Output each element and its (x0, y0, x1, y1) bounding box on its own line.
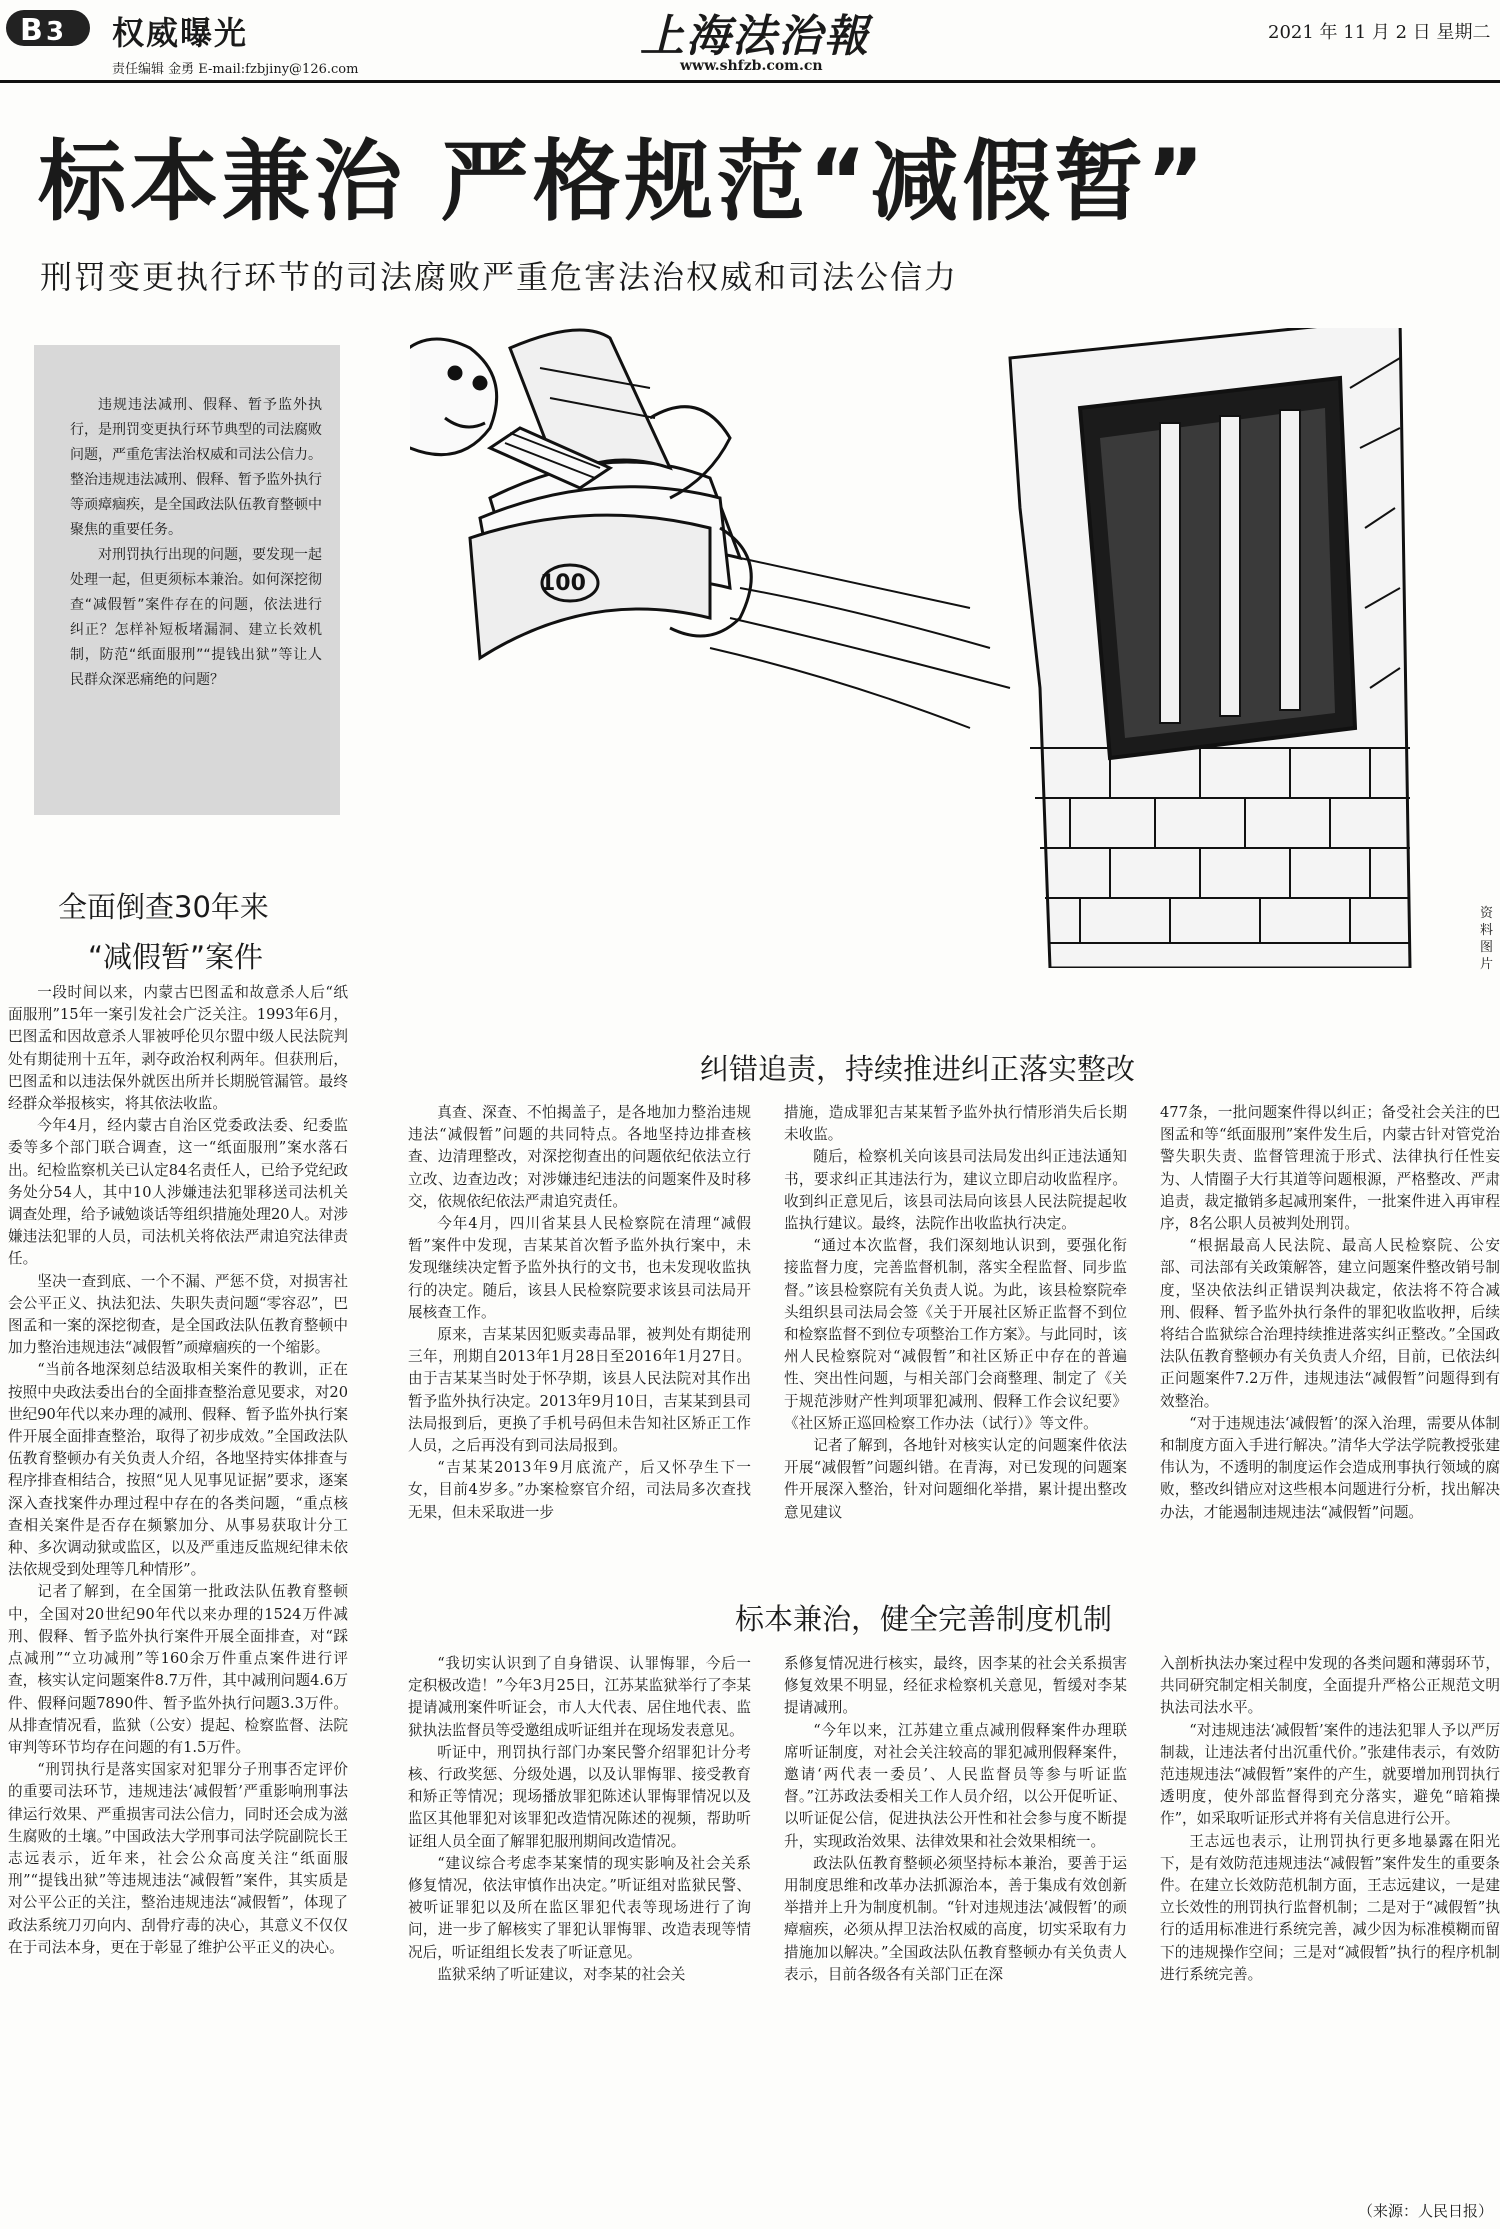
intro-box (34, 345, 340, 815)
article-column-7 (1160, 1653, 1500, 1986)
paragraph: 今年4月，四川省某县人民检察院在清理“减假暂”案件中发现，吉某某首次暂予监外执行案中，未发现继续决定暂予监外执行的文书，也未发现收监执行的决定。随后，该县人民检察院要求该县司法局开展核查工作。 (408, 1215, 751, 1321)
paragraph: 一段时间以来，内蒙古巴图孟和故意杀人后“纸面服刑”15年一案引发社会广泛关注。1993年6月，巴图孟和因故意杀人罪被呼伦贝尔盟中级人民法院判处有期徒刑十五年，剥夺政治权利两年。但获刑后，巴图孟和以违法保外就医出所并长期脱管漏管。最终经群众举报核实，将其依法收监。 (8, 984, 348, 1113)
paragraph: 入剖析执法办案过程中发现的各类问题和薄弱环节，共同研究制定相关制度，全面提升严格公正规范文明执法司法水平。 (1160, 1655, 1500, 1717)
paragraph: “对违规违法‘减假暂’案件的违法犯罪人予以严厉制裁，让违法者付出沉重代价。”张建伟表示，有效防范违规违法“减假暂”案件的产生，就要增加刑罚执行透明度，使外部监督得到充分落实，避免“暗箱操作”，如采取听证形式并将有关信息进行公开。 (1160, 1721, 1500, 1828)
paragraph: 坚决一查到底、一个不漏、严惩不贷，对损害社会公平正义、执法犯法、失职失责问题“零容忍”，巴图孟和一案的深挖彻查，是全国政法队伍教育整顿中加力整治违规违法“减假暂”顽瘴痼疾的一个缩影。 (8, 1272, 348, 1357)
website[interactable]: www.shfzb.com.cn (680, 58, 823, 74)
paragraph: 听证中，刑罚执行部门办案民警介绍罪犯计分考核、行政奖惩、分级处遇，以及认罪悔罪、接受教育和矫正等情况；现场播放罪犯陈述认罪悔罪情况以及监区其他罪犯对该罪犯改造情况陈述的视频，帮助听证组人员全面了解罪犯服刑期间改造情况。 (408, 1743, 751, 1850)
article-column-3 (784, 1102, 1127, 1524)
paragraph: “今年以来，江苏建立重点减刑假释案件办理联席听证制度，对社会关注较高的罪犯减刑假释案件，邀请‘两代表一委员’、人民监督员等参与听证监督。”江苏政法委相关工作人员介绍，以公开促听证、以听证促公信，促进执法公开性和社会参与度不断提升，实现政治效果、法律效果和社会效果相统一。 (784, 1721, 1127, 1850)
editor-credit: 责任编辑 金勇 E-mail:fzbjiny@126.com (112, 62, 359, 77)
paragraph: 今年4月，经内蒙古自治区党委政法委、纪委监委等多个部门联合调查，这一“纸面服刑”案水落石出。纪检监察机关已认定84名责任人，已给予党纪政务处分54人，其中10人涉嫌违法犯罪移送司法机关调查处理，给予诫勉谈话等组织措施处理20人。对涉嫌违法犯罪的人员，司法机关将依法严肃追究法律责任。 (8, 1117, 348, 1268)
paragraph: 记者了解到，在全国第一批政法队伍教育整顿中，全国对20世纪90年代以来办理的1524万件减刑、假释、暂予监外执行案件开展全面排查，对“踩点减刑”“立功减刑”等160余万件重点案件进行评查，核实认定问题案件8.7万件，其中减刑问题4.6万件、假释问题7890件、暂予监外执行问题3.3万件。从排查情况看，监狱（公安）提起、检察监督、法院审判等环节均存在问题的有1.5万件。 (8, 1583, 348, 1756)
intro-paragraph: 违规违法减刑、假释、暂予监外执行，是刑罚变更执行环节典型的司法腐败问题，严重危害法治权威和司法公信力。整治违规违法减刑、假释、暂予监外执行等顽瘴痼疾，是全国政法队伍教育整顿中聚焦的重要任务。 (70, 397, 322, 538)
subheadline: 刑罚变更执行环节的司法腐败严重危害法治权威和司法公信力 (40, 258, 959, 296)
page-number-badge (6, 4, 90, 50)
paragraph: 政法队伍教育整顿必须坚持标本兼治，要善于运用制度思维和改革办法抓源治本，善于集成有效创新举措并上升为制度机制。“针对违规违法‘减假暂’的顽瘴痼疾，必须从捍卫法治权威的高度，切实采取有力措施加以解决。”全国政法队伍教育整顿办有关负责人表示，目前各级各有关部门正在深 (784, 1854, 1127, 1983)
article-column-2 (408, 1102, 751, 1524)
paragraph: 监狱采纳了听证建议，对李某的社会关 (437, 1965, 686, 1983)
newspaper-logo: 上海法治報 (640, 11, 870, 62)
paragraph: 措施，造成罪犯吉某某暂予监外执行情形消失后长期未收监。 (784, 1104, 1127, 1144)
headline: 标本兼治 严格规范“减假暂” (38, 130, 1209, 233)
article-column-5 (408, 1653, 751, 1986)
page-letter: B (20, 13, 43, 48)
cartoon-illustration (410, 328, 1480, 968)
source-credit: （来源：人民日报） (1358, 2202, 1494, 2220)
page-number: 3 (46, 17, 65, 47)
article-column-4 (1160, 1102, 1500, 1524)
issue-date: 2021 年 11 月 2 日 星期二 (1268, 22, 1491, 43)
header-rule (0, 80, 1500, 83)
intro-paragraph: 对刑罚执行出现的问题，要发现一起处理一起，但更须标本兼治。如何深挖彻查“减假暂”案件存在的问题，依法进行纠正？怎样补短板堵漏洞、建立长效机制，防范“纸面服刑”“提钱出狱”等让人民群众深恶痛绝的问题？ (70, 547, 322, 688)
paragraph: 477条，一批问题案件得以纠正；备受社会关注的巴图孟和等“纸面服刑”案件发生后，内蒙古针对管党治警失职失责、监督管理流于形式、法律执行任性妄为、人情圈子大行其道等问题根源，严格整改、严肃追责，裁定撤销多起减刑案件，一批案件进入再审程序，8名公职人员被判处刑罚。 (1160, 1104, 1500, 1233)
intro-text (70, 393, 322, 693)
paragraph: 原来，吉某某因犯贩卖毒品罪，被判处有期徒刑三年，刑期自2013年1月28日至2016年1月27日。由于吉某某当时处于怀孕期，该县人民法院对其作出暂予监外执行决定。2013年9月10日，吉某某到县司法局报到后，更换了手机号码但未告知社区矫正工作人员，之后再没有到司法局报到。 (408, 1326, 751, 1455)
section-title-1-line-1: 全面倒查30年来 (58, 890, 269, 924)
paragraph: 系修复情况进行核实，最终，因李某的社会关系损害修复效果不明显，经征求检察机关意见，暂缓对李某提请减刑。 (784, 1655, 1127, 1717)
paragraph: “吉某某2013年9月底流产，后又怀孕生下一女，目前4岁多。”办案检察官介绍，司法局多次查找无果，但未采取进一步 (408, 1459, 751, 1521)
section-title-2: 纠错追责，持续推进纠正落实整改 (700, 1052, 1136, 1086)
motion-lines (710, 558, 1010, 728)
cartoon-credit: 资料图片 (1480, 906, 1494, 972)
paragraph: 真查、深查、不怕揭盖子，是各地加力整治违规违法“减假暂”问题的共同特点。各地坚持边排查核查、边清理整改，对深挖彻查出的问题依纪依法立行立改、边查边改；对涉嫌违纪违法的问题案件及时移交，依规依纪依法严肃追究责任。 (408, 1104, 751, 1210)
section-name: 权威曝光 (112, 14, 249, 52)
section-title-1-line-2: “减假暂”案件 (88, 940, 264, 974)
article-column-6 (784, 1653, 1127, 1986)
paragraph: “根据最高人民法院、最高人民检察院、公安部、司法部有关政策解答，建立问题案件整改销号制度，坚决依法纠正错误判决裁定，依法将不符合减刑、假释、暂予监外执行条件的罪犯收监收押，后续将结合监狱综合治理持续推进落实纠正整改。”全国政法队伍教育整顿办有关负责人介绍，目前，已依法纠正问题案件7.2万件，违规违法“减假暂”问题得到有效整治。 (1160, 1237, 1500, 1410)
article-column-1 (8, 982, 348, 1959)
paragraph: “刑罚执行是落实国家对犯罪分子刑事否定评价的重要司法环节，违规违法‘减假暂’严重影响刑事法律运行效果、严重损害司法公信力，同时还会成为滋生腐败的土壤。”中国政法大学刑事司法学院副院长王志远表示，近年来，社会公众高度关注“纸面服刑”“提钱出狱”等违规违法“减假暂”案件，其实质是对公平公正的关注，整治违规违法“减假暂”，体现了政法系统刀刃向内、刮骨疗毒的决心，其意义不仅仅在于司法本身，更在于彰显了维护公平正义的决心。 (8, 1761, 348, 1956)
paragraph: “建议综合考虑李某案情的现实影响及社会关系修复情况，依法审慎作出决定。”听证组对监狱民警、被听证罪犯以及所在监区罪犯代表等现场进行了询问，进一步了解核实了罪犯认罪悔罪、改造表现等情况后，听证组组长发表了听证意见。 (408, 1854, 751, 1961)
paragraph: 随后，检察机关向该县司法局发出纠正违法通知书，要求纠正其违法行为，建议立即启动收监程序。收到纠正意见后，该县司法局向该县人民法院提起收监执行建议。最终，法院作出收监执行决定。 (784, 1148, 1127, 1233)
section-title-3: 标本兼治，健全完善制度机制 (735, 1602, 1113, 1636)
paragraph: “通过本次监督，我们深刻地认识到，要强化衔接监督力度，完善监督机制，落实全程监督、同步监督。”该县检察院有关负责人说。为此，该县检察院牵头组织县司法局会签《关于开展社区矫正监督不到位和检察监督不到位专项整治工作方案》。与此同时，该州人民检察院对“减假暂”和社区矫正中存在的普遍性、突出性问题，与相关部门会商整理、制定了《关于规范涉财产性判项罪犯减刑、假释工作会议纪要》《社区矫正巡回检察工作办法（试行）》等文件。 (784, 1237, 1127, 1432)
paragraph: “当前各地深刻总结汲取相关案件的教训，正在按照中央政法委出台的全面排查整治意见要求，对20世纪90年代以来办理的减刑、假释、暂予监外执行案件开展全面排查整治，取得了初步成效。”全国政法队伍教育整顿办有关负责人介绍，各地坚持实体排查与程序排查相结合，按照“见人见事见证据”要求，逐案深入查找案件办理过程中存在的各类问题，“重点核查相关案件是否存在频繁加分、从事易获取计分工种、多次调动狱或监区，以及严重违反监规纪律未依法依规受到处理等几种情形”。 (8, 1361, 348, 1579)
paragraph: “对于违规违法‘减假暂’的深入治理，需要从体制和制度方面入手进行解决。”清华大学法学院教授张建伟认为，不透明的制度运作会造成刑事执行领域的腐败，整改纠错应对这些根本问题进行分析，找出解决办法，才能遏制违规违法“减假暂”问题。 (1160, 1414, 1500, 1521)
prison-window (1080, 378, 1355, 758)
paragraph: “我切实认识到了自身错误、认罪悔罪，今后一定积极改造！”今年3月25日，江苏某监狱举行了李某提请减刑案件听证会，市人大代表、居住地代表、监狱执法监督员等受邀组成听证组并在现场发表意见。 (408, 1655, 751, 1739)
paragraph: 王志远也表示，让刑罚执行更多地暴露在阳光下，是有效防范违规违法“减假暂”案件发生的重要条件。在建立长效防范机制方面，王志远建议，一是建立长效性的刑罚执行监督机制；二是对于“减假暂”执行的适用标准进行系统完善，减少因为标准模糊而留下的违规操作空间；三是对“减假暂”执行的程序机制进行系统完善。 (1160, 1832, 1500, 1983)
svg-text:100: 100 (540, 571, 586, 596)
money-stack-icon (470, 330, 740, 658)
paragraph: 记者了解到，各地针对核实认定的问题案件依法开展“减假暂”问题纠错。在青海，对已发现的问题案件开展深入整治，针对问题细化举措，累计提出整改意见建议 (784, 1437, 1127, 1521)
